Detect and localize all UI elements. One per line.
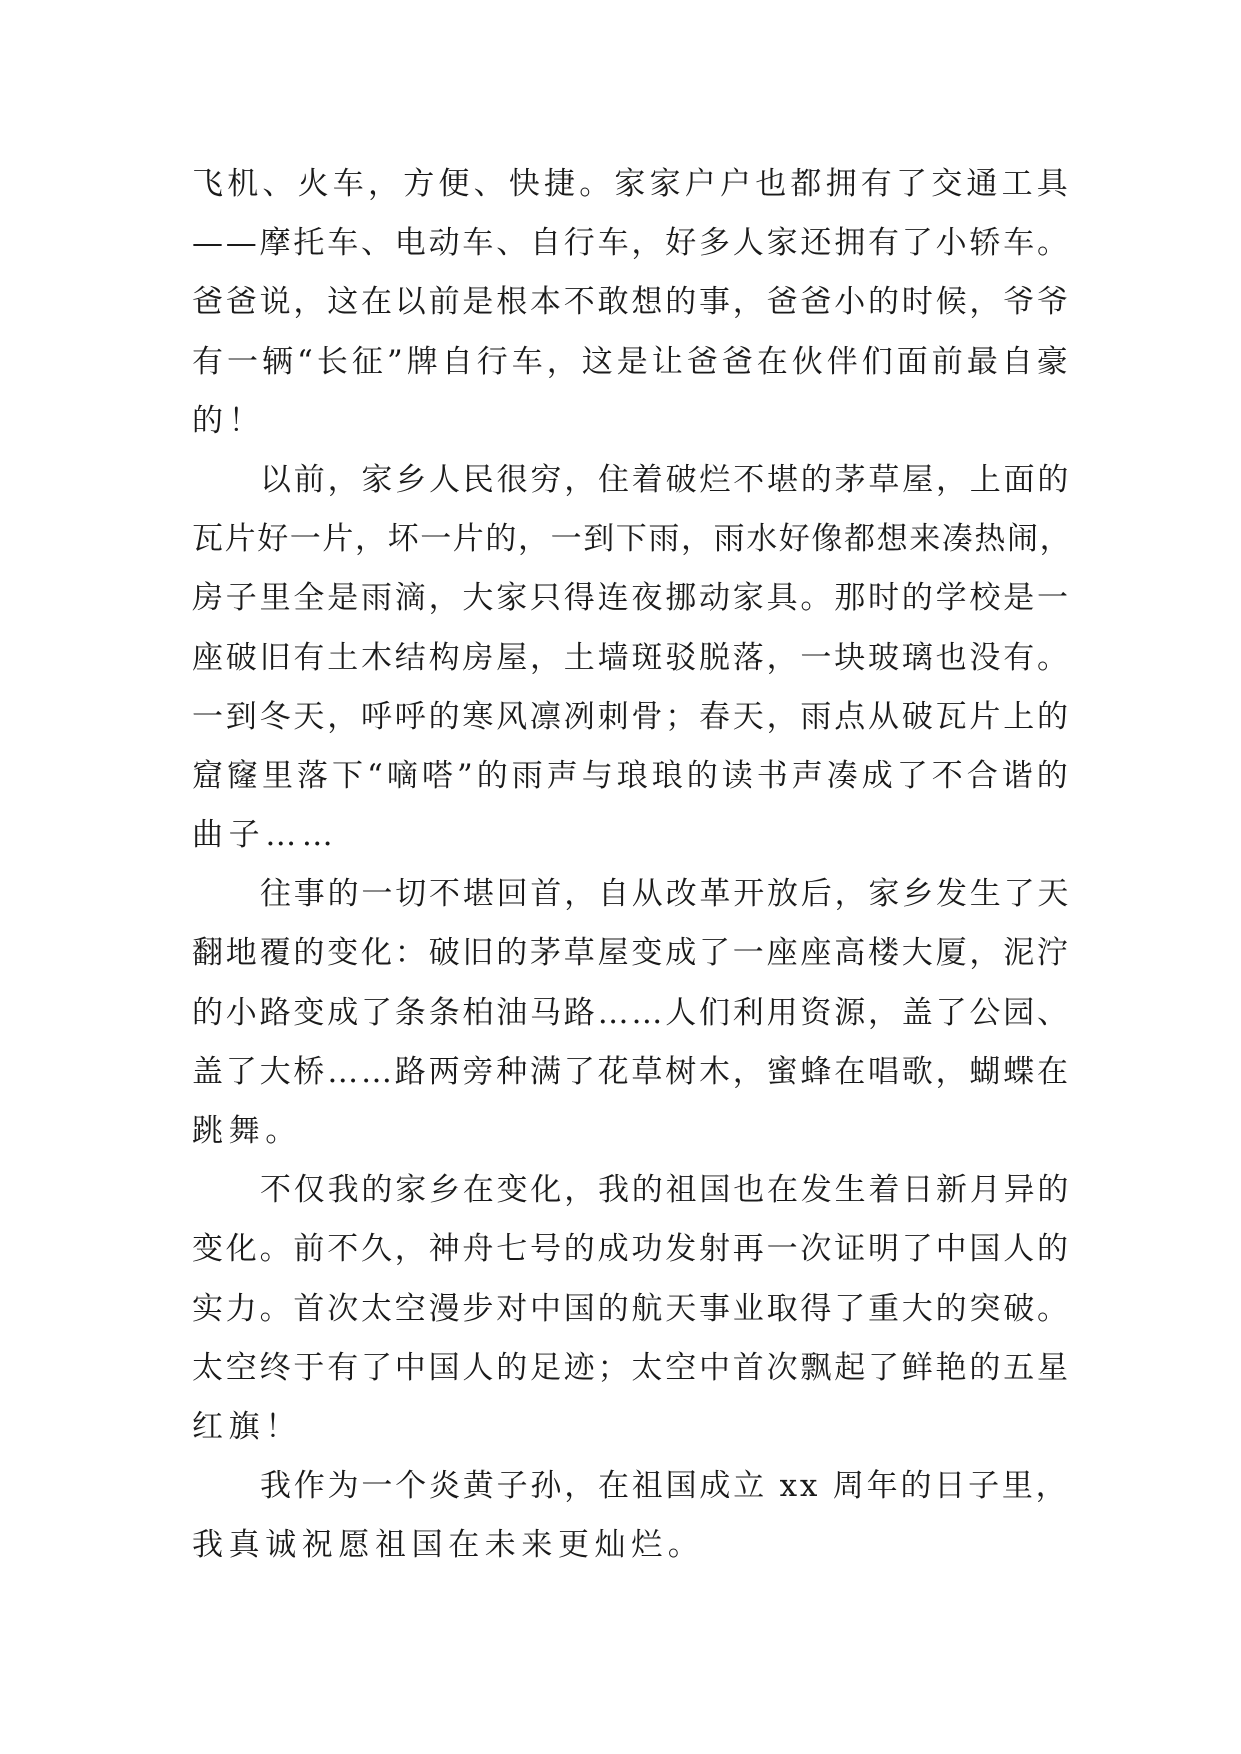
text-line: 跳舞。: [192, 1113, 302, 1149]
text-line: 有一辆“长征”牌自行车，这是让爸爸在伙伴们面前最自豪: [192, 343, 1072, 380]
text-line: 瓦片好一片，坏一片的，一到下雨，雨水好像都想来凑热闹，: [192, 521, 1073, 558]
text-line: ——摩托车、电动车、自行车，好多人家还拥有了小轿车。: [192, 225, 1071, 262]
text-line: 翻地覆的变化：破旧的茅草屋变成了一座座高楼大厦，泥泞: [192, 935, 1071, 972]
paragraph-first-line: 我作为一个炎黄子孙，在祖国成立 xx 周年的日子里，: [260, 1468, 1070, 1505]
paragraph-first-line: 以前，家乡人民很穷，住着破烂不堪的茅草屋，上面的: [260, 461, 1072, 498]
text-line: 红旗！: [192, 1408, 302, 1445]
text-line: 的！: [192, 402, 266, 439]
text-line: 变化。前不久，神舟七号的成功发射再一次证明了中国人的: [192, 1231, 1071, 1268]
paragraph-first-line: 往事的一切不堪回首，自从改革开放后，家乡发生了天: [260, 876, 1072, 913]
text-line: 太空终于有了中国人的足迹；太空中首次飘起了鲜艳的五星: [192, 1349, 1071, 1386]
body-text: [192, 155, 1072, 1576]
text-line: 的小路变成了条条柏油马路……人们利用资源，盖了公园、: [192, 994, 1071, 1031]
text-line: 窟窿里落下“嘀嗒”的雨声与琅琅的读书声凑成了不合谐的: [192, 757, 1072, 794]
text-line: 爸爸说，这在以前是根本不敢想的事，爸爸小的时候，爷爷: [192, 284, 1071, 321]
text-line: 曲子……: [192, 817, 339, 854]
text-line: 飞机、火车，方便、快捷。家家户户也都拥有了交通工具: [192, 166, 1072, 202]
text-line: 房子里全是雨滴，大家只得连夜挪动家具。那时的学校是一: [192, 580, 1071, 617]
text-line: 座破旧有土木结构房屋，土墙斑驳脱落，一块玻璃也没有。: [192, 639, 1071, 676]
text-line: 盖了大桥……路两旁种满了花草树木，蜜蜂在唱歌，蝴蝶在: [192, 1053, 1071, 1090]
paragraph-first-line: 不仅我的家乡在变化，我的祖国也在发生着日新月异的: [260, 1172, 1072, 1209]
text-line: 我真诚祝愿祖国在未来更灿烂。: [192, 1527, 705, 1564]
text-line: 实力。首次太空漫步对中国的航天事业取得了重大的突破。: [192, 1290, 1071, 1327]
text-line: 一到冬天，呼呼的寒风凛冽刺骨；春天，雨点从破瓦片上的: [192, 698, 1071, 735]
